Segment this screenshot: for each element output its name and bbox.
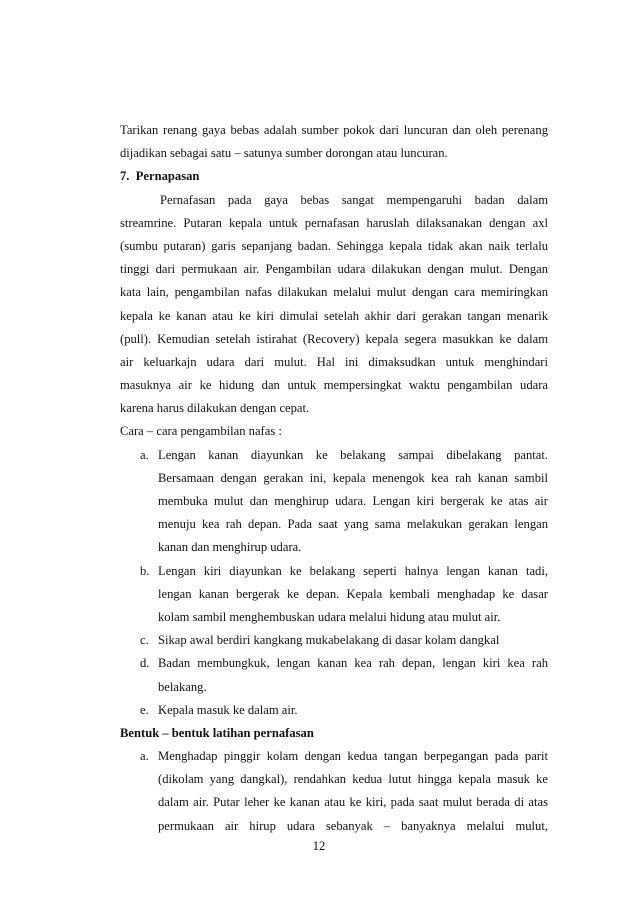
text-line: kepala ke kanan atau ke kiri dimulai setelah akhir dari gerakan tangan menarik: [120, 308, 548, 323]
text-line: Badan membungkuk, lengan kanan kea rah depan, lengan kiri kea rah: [158, 656, 548, 671]
text-line: masuknya air ke hidung dan untuk mempersingkat waktu pengambilan udara: [120, 378, 548, 393]
list-marker: d.: [140, 656, 150, 671]
list-marker: e.: [140, 702, 149, 717]
text-line: Pernafasan pada gaya bebas sangat mempengaruhi badan dalam: [160, 192, 548, 207]
text-line: kata lain, pengambilan nafas dilakukan melalui mulut dengan cara memiringkan: [120, 285, 548, 300]
list-marker: a.: [140, 749, 149, 764]
list-item-text: [158, 652, 548, 698]
text-line: lengan kanan bergerak ke depan. Kepala kembali menghadap ke dasar: [158, 586, 548, 601]
text-line: Bersamaan dengan gerakan ini, kepala menengok kea rah kanan sambil: [158, 470, 548, 485]
text-line: Tarikan renang gaya bebas adalah sumber pokok dari luncuran dan oleh perenang: [120, 123, 548, 137]
list-item-text: [158, 629, 548, 652]
text-line: air keluarkajn udara dari mulut. Hal ini dimaksudkan untuk menghindari: [120, 354, 548, 369]
text-line: Sikap awal berdiri kangkang mukabelakang di dasar kolam dangkal: [158, 633, 500, 648]
list-item-text: [158, 444, 548, 560]
list-marker: c.: [140, 633, 149, 648]
bentuk-heading: Bentuk – bentuk latihan pernafasan: [120, 725, 314, 740]
list-item: [120, 629, 548, 652]
list-item-text: [158, 560, 548, 630]
page-number: 12: [312, 839, 326, 853]
list-item-text: [158, 699, 548, 722]
list-item: [120, 444, 548, 560]
page-body: [120, 119, 548, 838]
list-marker: b.: [140, 563, 150, 578]
list-marker: a.: [140, 447, 149, 462]
section-heading-pernapasan: 7. Pernapasan: [120, 169, 200, 184]
text-line: kanan dan menghirup udara.: [158, 540, 302, 555]
cara-list: [120, 444, 548, 722]
list-item-text: [158, 745, 548, 838]
text-line: Lengan kiri diayunkan ke belakang seperti halnya lengan kanan tadi,: [158, 563, 548, 578]
text-line: dijadikan sebagai satu – satunya sumber dorongan atau luncuran.: [120, 146, 448, 161]
intro-paragraph: [120, 119, 548, 165]
text-line: Menghadap pinggir kolam dengan kedua tangan berpegangan pada parit: [158, 749, 548, 764]
bentuk-list: [120, 745, 548, 838]
list-item: [120, 652, 548, 698]
text-line: membuka mulut dan menghirup udara. Lengan kiri bergerak ke atas air: [158, 494, 548, 508]
text-line: Lengan kanan diayunkan ke belakang sampai dibelakang pantat.: [158, 447, 548, 462]
text-line: (dikolam yang dangkal), rendahkan kedua lutut hingga kepala masuk ke: [158, 772, 548, 787]
text-line: menuju kea rah depan. Pada saat yang sama melakukan gerakan lengan: [158, 517, 548, 532]
cara-heading: Cara – cara pengambilan nafas :: [120, 424, 282, 439]
text-line: karena harus dilakukan dengan cepat.: [120, 401, 310, 416]
pernapasan-paragraph: [120, 189, 548, 421]
list-item: [120, 699, 548, 722]
list-item: [120, 745, 548, 838]
text-line: (sumbu putaran) garis sepanjang badan. Sehingga kepala tidak akan naik terlalu: [120, 238, 548, 253]
text-line: Kepala masuk ke dalam air.: [158, 702, 298, 717]
text-line: permukaan air hirup udara sebanyak – banyaknya melalui mulut,: [158, 818, 548, 833]
text-line: belakang.: [158, 679, 207, 694]
text-line: (pull). Kemudian setelah istirahat (Recovery) kepala segera masukkan ke dalam: [120, 331, 548, 346]
text-line: tinggi dari permukaan air. Pengambilan udara dilakukan dengan mulut. Dengan: [120, 262, 548, 277]
text-line: dalam air. Putar leher ke kanan atau ke kiri, pada saat mulut berada di atas: [158, 795, 548, 810]
list-item: [120, 560, 548, 630]
text-line: kolam sambil menghembuskan udara melalui hidung atau mulut air.: [158, 609, 501, 624]
text-line: streamrine. Putaran kepala untuk pernafasan haruslah dilaksanakan dengan axl: [120, 215, 548, 230]
